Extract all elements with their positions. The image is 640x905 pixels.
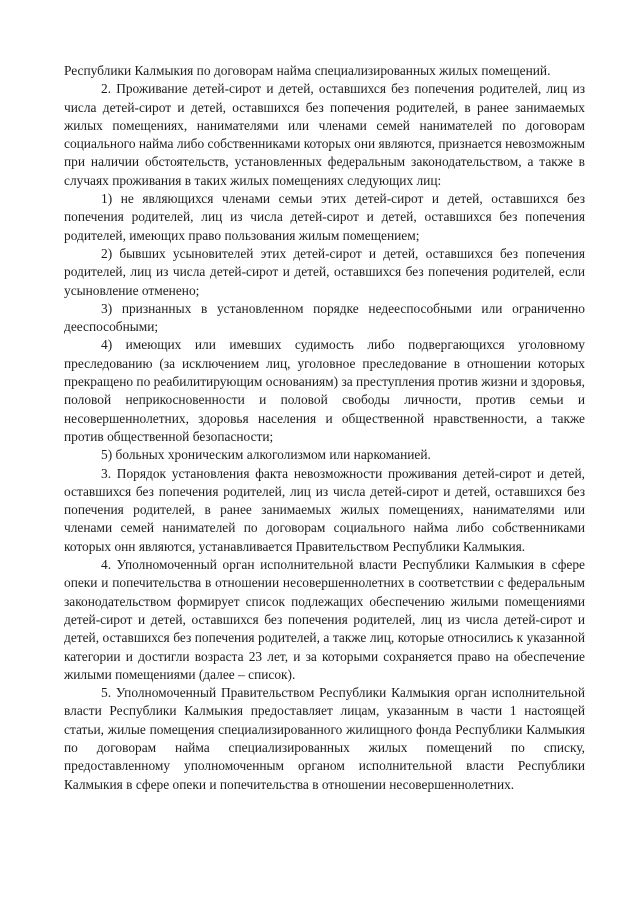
paragraph-subitem-5: 5) больных хроническим алкоголизмом или наркоманией. — [101, 447, 431, 463]
paragraph-item-4: 4. Уполномоченный орган исполнительной власти Республики Калмыкия в сфере опеки и попечительства в отношении несовершеннолетних в соответствии с федеральным законодательством формирует список подлежащих обеспечению жилыми помещениями детей-сирот и детей, оставшихся без попечения родителей, лиц из числа детей-сирот и детей, оставшихся без попечения родителей, а также лиц, которые относились к указанной категории и достигли возраста 23 лет, и за которыми сохраняется право на обеспечение жилыми помещениями (далее – список). — [64, 557, 585, 682]
paragraph-continuation: Республики Калмыкия по договорам найма специализированных жилых помещений. — [64, 63, 551, 78]
paragraph-item-2: 2. Проживание детей-сирот и детей, оставшихся без попечения родителей, лиц из числа детей-сирот и детей, оставшихся без попечения родителей, в ранее занимаемых жилых помещениях, нанимателями или членами семей нанимателей по договорам социального найма либо собственниками которых они являются, признается невозможным при наличии обстоятельств, установленных федеральным законодательством, а также в случаях проживания в таких жилых помещениях следующих лиц: — [64, 81, 586, 188]
paragraph-subitem-1: 1) не являющихся членами семьи этих детей-сирот и детей, оставшихся без попечения родителей, лиц из числа детей-сирот и детей, оставшихся без попечения родителей, имеющих право пользования жилым помещением; — [64, 191, 585, 243]
paragraph-item-3: 3. Порядок установления факта невозможности проживания детей-сирот и детей, оставшихся без попечения родителей, лиц из числа детей-сирот и детей, оставшихся без попечения родителей, в ранее занимаемых жилых помещениях, нанимателями или членами семей нанимателей по договорам социального найма либо собственниками которых онн являются, устанавливается Правительством Республики Калмыкия. — [64, 465, 585, 554]
paragraph-subitem-2: 2) бывших усыновителей этих детей-сирот и детей, оставшихся без попечения родителей, лиц из числа детей-сирот и детей, оставшихся без попечения родителей, если усыновление отменено; — [64, 245, 585, 298]
paragraph-subitem-4: 4) имеющих или имевших судимость либо подвергающихся уголовному преследованию (за исключением лиц, уголовное преследование в отношении которых прекращено по реабилитирующим основаниям) за преступления против жизни и здоровья, половой неприкосновенности и половой свободы личности, против семьи и несовершеннолетних, здоровья населения и общественной нравственности, а также против общественной безопасности; — [64, 337, 585, 444]
paragraph-item-5: 5. Уполномоченный Правительством Республики Калмыкия орган исполнительной власти Республики Калмыкия предоставляет лицам, указанным в части 1 настоящей статьи, жилые помещения специализированного жилищного фонда Республики Калмыкия по договорам найма специализированных жилых помещений по списку, предоставленному уполномоченным органом исполнительной власти Республики Калмыкия в сфере опеки и попечительства в отношении несовершеннолетних. — [64, 685, 585, 792]
document-page — [64, 62, 585, 794]
paragraph-subitem-3: 3) признанных в установленном порядке недееспособными или ограниченно дееспособными; — [64, 300, 585, 335]
